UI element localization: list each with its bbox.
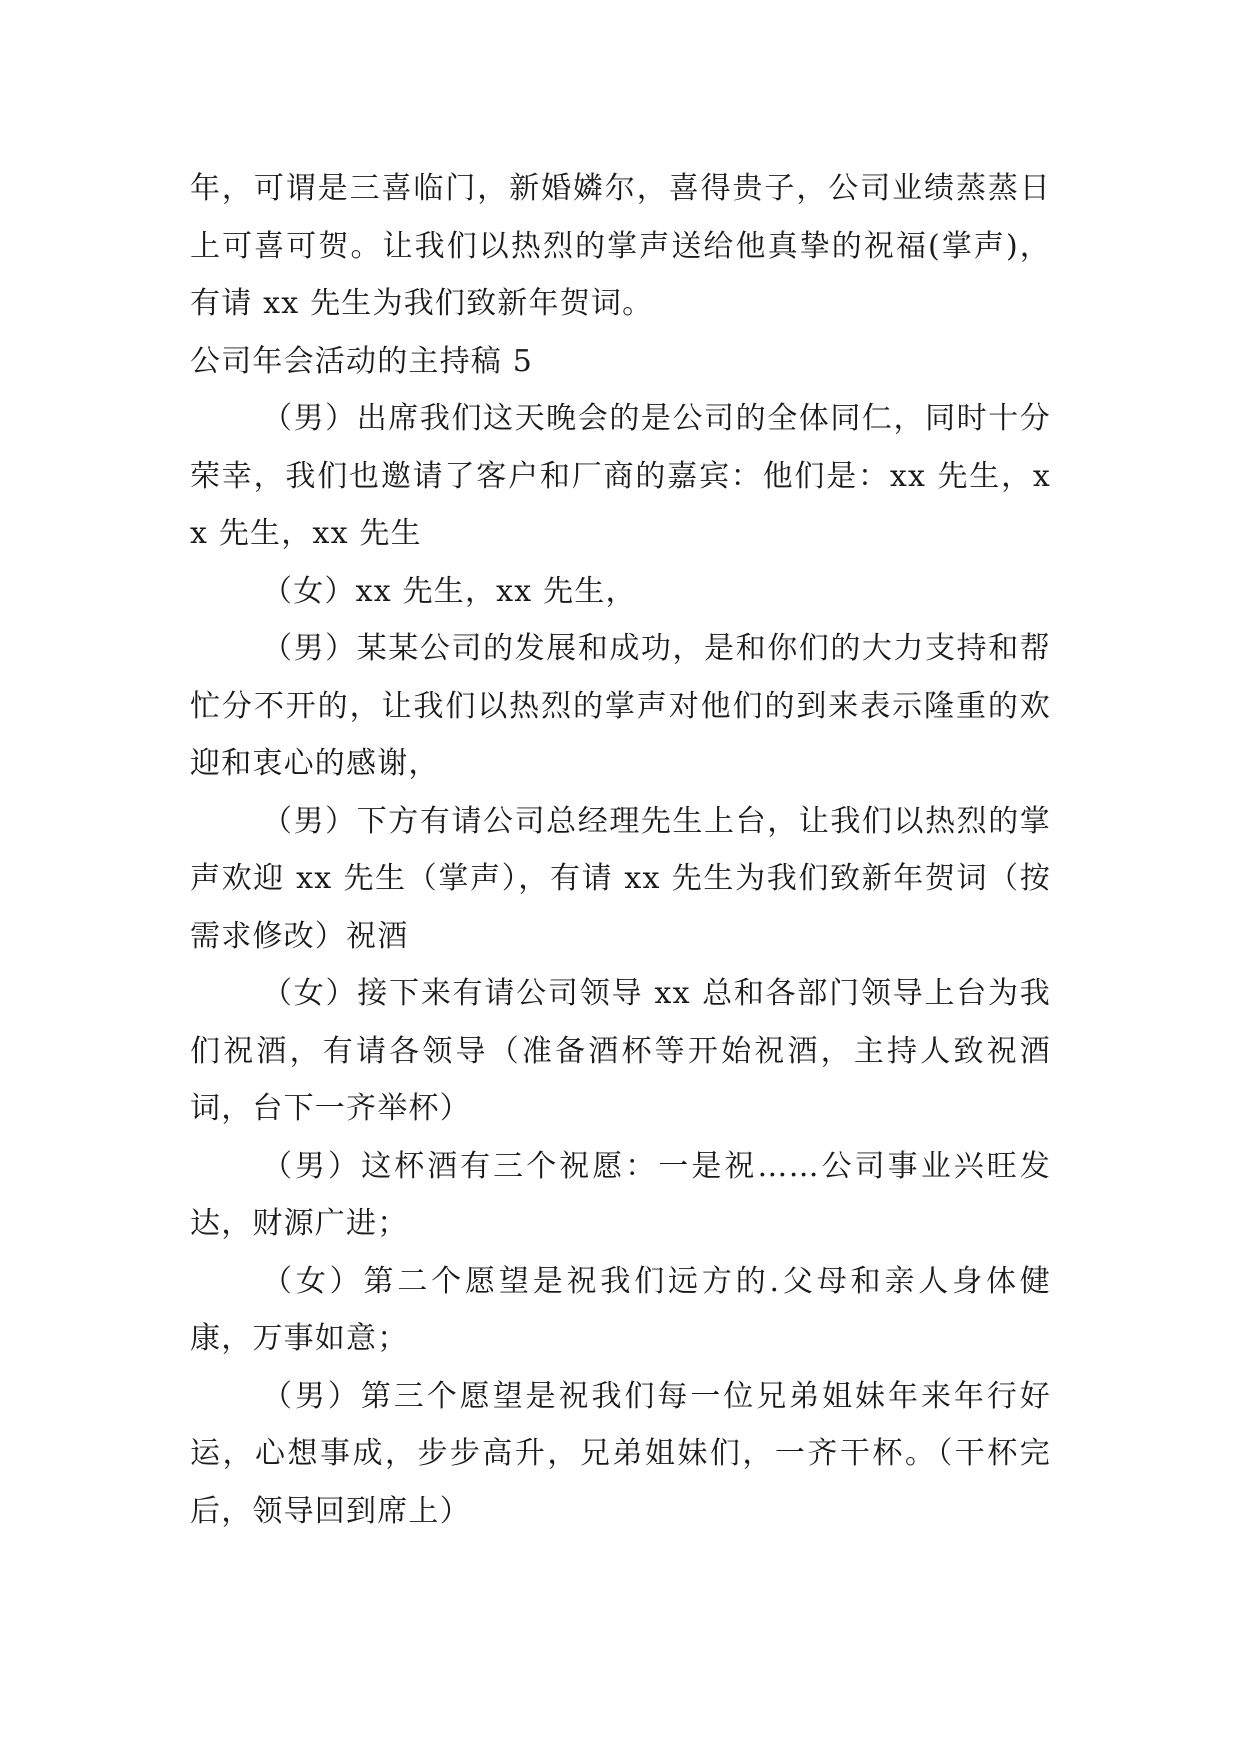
paragraph-male-wish-one: （男）这杯酒有三个祝愿：一是祝……公司事业兴旺发达，财源广进； [190, 1148, 1051, 1241]
paragraph-female-guests: （女）xx 先生，xx 先生， [262, 573, 637, 609]
paragraph-female-toast: （女）接下来有请公司领导 xx 总和各部门领导上台为我们祝酒，有请各领导（准备酒杯等开始祝酒，主持人致祝酒词，台下一齐举杯） [190, 976, 1051, 1126]
section-heading: 公司年会活动的主持稿 5 [190, 343, 534, 379]
paragraph-female-wish-two: （女）第二个愿望是祝我们远方的.父母和亲人身体健康，万事如意； [190, 1263, 1051, 1356]
paragraph-male-guests: （男）出席我们这天晚会的是公司的全体同仁，同时十分荣幸，我们也邀请了客户和厂商的嘉宾：他们是：xx 先生，xx 先生，xx 先生 [190, 401, 1051, 551]
paragraph-male-wish-three: （男）第三个愿望是祝我们每一位兄弟姐妹年来年行好运，心想事成，步步高升，兄弟姐妹们，一齐干杯。（干杯完后，领导回到席上） [190, 1378, 1051, 1529]
paragraph-male-thanks: （男）某某公司的发展和成功，是和你们的大力支持和帮忙分不开的，让我们以热烈的掌声对他们的到来表示隆重的欢迎和衷心的感谢， [190, 631, 1051, 781]
document-body [190, 160, 1051, 1540]
paragraph-male-manager: （男）下方有请公司总经理先生上台，让我们以热烈的掌声欢迎 xx 先生（掌声），有请 xx 先生为我们致新年贺词（按需求修改）祝酒 [190, 803, 1051, 954]
paragraph-continuation: 年，可谓是三喜临门，新婚嫾尔，喜得贵子，公司业绩蒸蒸日上可喜可贺。让我们以热烈的掌声送给他真挚的祝福(掌声)，有请 xx 先生为我们致新年贺词。 [190, 171, 1051, 321]
